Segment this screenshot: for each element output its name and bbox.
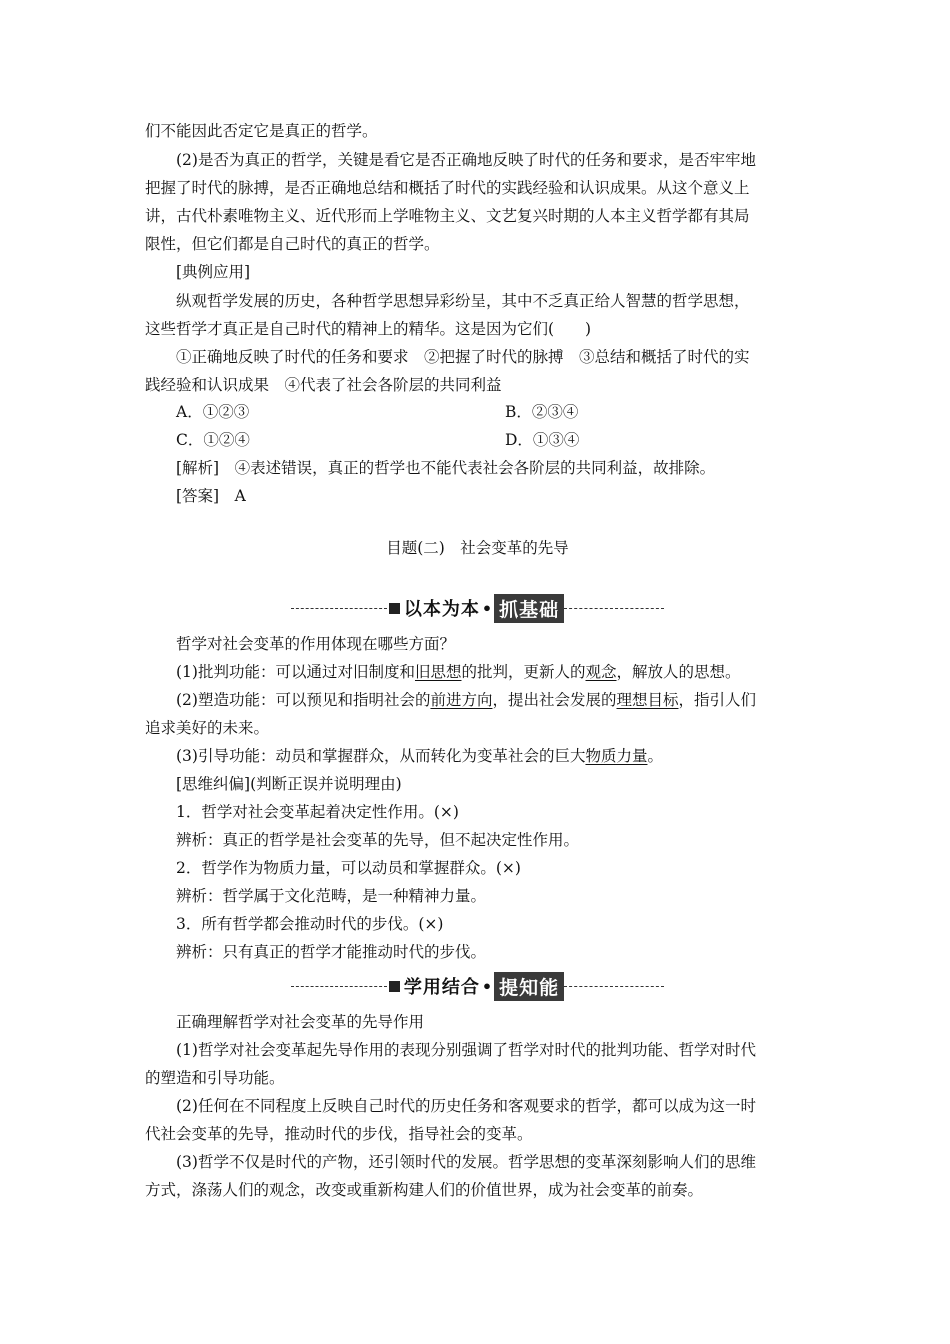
keyword-old-ideas: 旧思想 bbox=[414, 663, 462, 681]
option-a: A．①②③ bbox=[176, 403, 250, 421]
ability-point1-line2: 的塑造和引导功能。 bbox=[145, 1069, 285, 1087]
example-question-line2: 这些哲学才真正是自己时代的精神上的精华。这是因为它们( ) bbox=[145, 320, 592, 338]
function-shaping: (2)塑造功能：可以预见和指明社会的前进方向，提出社会发展的理想目标，指引人们 bbox=[176, 691, 757, 709]
judge-analysis-2: 辨析：哲学属于文化范畴，是一种精神力量。 bbox=[176, 887, 487, 905]
option-c: C．①②④ bbox=[176, 431, 250, 449]
intro-para2-line2: 把握了时代的脉搏，是否正确地总结和概括了时代的实践经验和认识成果。从这个意义上 bbox=[145, 179, 750, 197]
section-title: 目题(二) 社会变革的先导 bbox=[386, 539, 569, 557]
intro-para2-line1: (2)是否为真正的哲学，关键是看它是否正确地反映了时代的任务和要求，是否牢牢地 bbox=[176, 151, 756, 169]
section-banner-basics bbox=[145, 593, 810, 623]
example-items-line2: 践经验和认识成果 ④代表了社会各阶层的共同利益 bbox=[145, 376, 502, 394]
section-banner-ability bbox=[145, 971, 810, 1001]
ability-title: 正确理解哲学对社会变革的先导作用 bbox=[176, 1013, 425, 1031]
option-b: B．②③④ bbox=[505, 403, 579, 421]
answer: [答案] A bbox=[176, 487, 246, 505]
banner-highlight: 抓基础 bbox=[494, 594, 564, 623]
example-question-line1: 纵观哲学发展的历史，各种哲学思想异彩纷呈，其中不乏真正给人智慧的哲学思想， bbox=[176, 292, 750, 310]
basics-question: 哲学对社会变革的作用体现在哪些方面？ bbox=[176, 635, 456, 653]
intro-line: 们不能因此否定它是真正的哲学。 bbox=[145, 122, 378, 140]
intro-para2-line4: 限性，但它们都是自己时代的真正的哲学。 bbox=[145, 235, 440, 253]
banner-highlight: 提知能 bbox=[494, 972, 564, 1001]
ability-point2-line2: 代社会变革的先导，推动时代的步伐，指导社会的变革。 bbox=[145, 1125, 533, 1143]
judge-item-1: 1．哲学对社会变革起着决定性作用。(×) bbox=[176, 803, 459, 821]
square-bullet-icon bbox=[389, 603, 400, 614]
judge-item-2: 2．哲学作为物质力量，可以动员和掌握群众。(×) bbox=[176, 859, 521, 877]
banner-dash-right bbox=[564, 986, 664, 987]
analysis: [解析] ④表述错误，真正的哲学也不能代表社会各阶层的共同利益，故排除。 bbox=[176, 459, 716, 477]
judge-header: [思维纠偏](判断正误并说明理由) bbox=[176, 775, 402, 793]
keyword-ideal-goal: 理想目标 bbox=[616, 691, 679, 709]
banner-title: 学用结合 bbox=[403, 977, 480, 998]
function-shaping-line2: 追求美好的未来。 bbox=[145, 719, 270, 737]
square-bullet-icon bbox=[389, 981, 400, 992]
judge-analysis-1: 辨析：真正的哲学是社会变革的先导，但不起决定性作用。 bbox=[176, 831, 580, 849]
judge-analysis-3: 辨析：只有真正的哲学才能推动时代的步伐。 bbox=[176, 943, 487, 961]
banner-dash-left bbox=[291, 608, 387, 609]
keyword-direction: 前进方向 bbox=[430, 691, 493, 709]
banner-dot: • bbox=[481, 976, 493, 996]
ability-point2-line1: (2)任何在不同程度上反映自己时代的历史任务和客观要求的哲学，都可以成为这一时 bbox=[176, 1097, 756, 1115]
example-items-line1: ①正确地反映了时代的任务和要求 ②把握了时代的脉搏 ③总结和概括了时代的实 bbox=[176, 348, 750, 366]
judge-item-3: 3．所有哲学都会推动时代的步伐。(×) bbox=[176, 915, 444, 933]
keyword-concepts: 观念 bbox=[585, 663, 617, 681]
banner-dash-right bbox=[564, 608, 664, 609]
option-d: D．①③④ bbox=[505, 431, 580, 449]
function-critique: (1)批判功能：可以通过对旧制度和旧思想的批判，更新人的观念，解放人的思想。 bbox=[176, 663, 741, 681]
banner-dot: • bbox=[481, 598, 493, 618]
banner-dash-left bbox=[291, 986, 387, 987]
example-header: [典例应用] bbox=[176, 263, 251, 281]
intro-para2-line3: 讲，古代朴素唯物主义、近代形而上学唯物主义、文艺复兴时期的人本主义哲学都有其局 bbox=[145, 207, 750, 225]
ability-point3-line1: (3)哲学不仅是时代的产物，还引领时代的发展。哲学思想的变革深刻影响人们的思维 bbox=[176, 1153, 756, 1171]
banner-title: 以本为本 bbox=[403, 599, 480, 620]
function-guiding: (3)引导功能：动员和掌握群众，从而转化为变革社会的巨大物质力量。 bbox=[176, 747, 663, 765]
ability-point3-line2: 方式，涤荡人们的观念，改变或重新构建人们的价值世界，成为社会变革的前奏。 bbox=[145, 1181, 704, 1199]
keyword-material-force: 物质力量 bbox=[585, 747, 648, 765]
ability-point1-line1: (1)哲学对社会变革起先导作用的表现分别强调了哲学对时代的批判功能、哲学对时代 bbox=[176, 1041, 756, 1059]
